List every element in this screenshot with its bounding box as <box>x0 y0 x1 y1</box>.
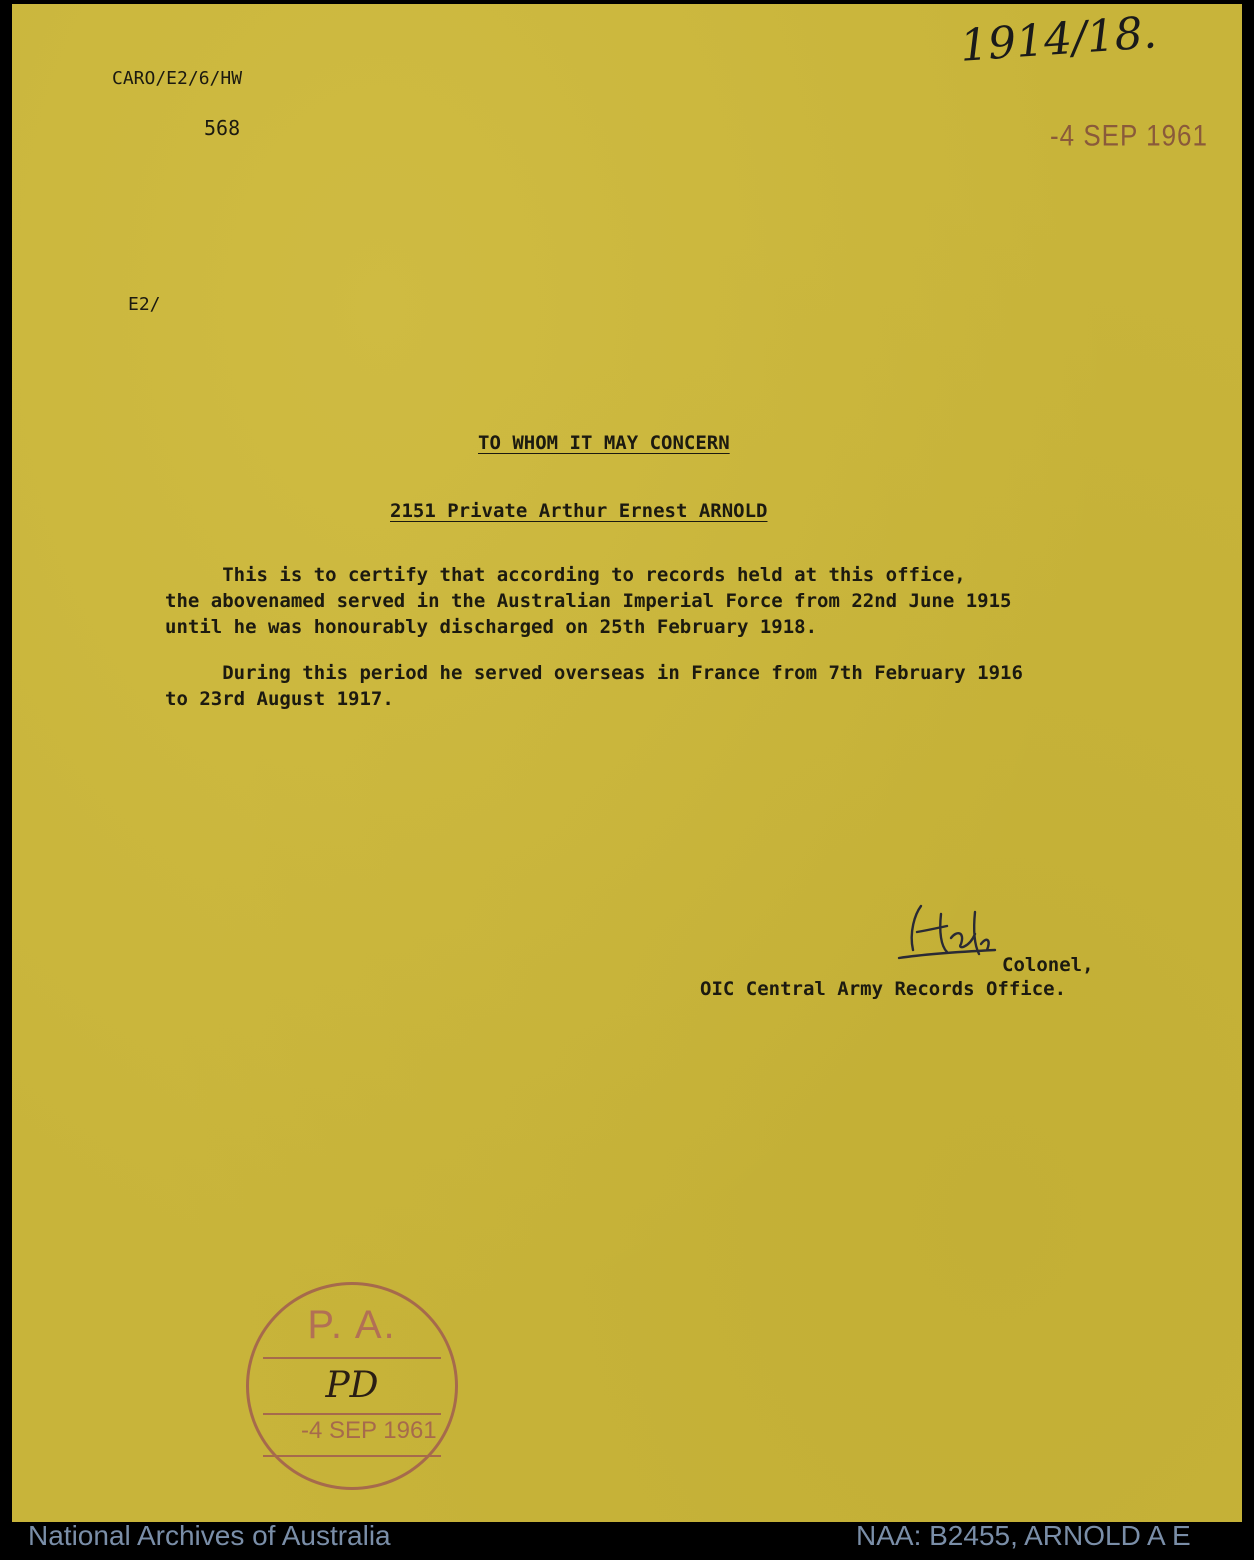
seal-divider <box>263 1455 441 1457</box>
seal-label: P. A. <box>307 1303 397 1347</box>
signature-title: Colonel, <box>1002 954 1094 976</box>
document-number: 568 <box>204 116 241 140</box>
section-code: E2/ <box>128 294 161 315</box>
seal-initials: PD <box>325 1365 379 1406</box>
seal-divider <box>263 1413 441 1415</box>
seal-date: -4 SEP 1961 <box>301 1417 437 1444</box>
signature-office: OIC Central Army Records Office. <box>700 978 1067 1000</box>
heading: TO WHOM IT MAY CONCERN <box>478 432 730 454</box>
document-sheet <box>12 4 1242 1522</box>
receipt-seal <box>246 1282 458 1490</box>
handwritten-period: 1914/18. <box>958 7 1159 72</box>
archive-credit: National Archives of Australia <box>28 1520 391 1551</box>
paragraph-line: until he was honourably discharged on 25th February 1918. <box>165 616 818 638</box>
paragraph-line: This is to certify that according to records held at this office, <box>165 564 966 586</box>
date-stamp: -4 SEP 1961 <box>1050 118 1208 153</box>
signature <box>895 892 1005 972</box>
archive-reference: NAA: B2455, ARNOLD A E <box>856 1520 1191 1551</box>
subject-line: 2151 Private Arthur Ernest ARNOLD <box>390 500 768 522</box>
paragraph-line: During this period he served overseas in France from 7th February 1916 <box>165 662 1023 684</box>
paragraph-line: to 23rd August 1917. <box>165 688 394 710</box>
paragraph-line: the abovenamed served in the Australian Imperial Force from 22nd June 1915 <box>165 590 1012 612</box>
service-paragraph <box>165 660 1023 712</box>
file-reference: CARO/E2/6/HW <box>112 68 243 89</box>
certification-paragraph <box>165 562 1011 640</box>
seal-divider <box>263 1357 441 1359</box>
